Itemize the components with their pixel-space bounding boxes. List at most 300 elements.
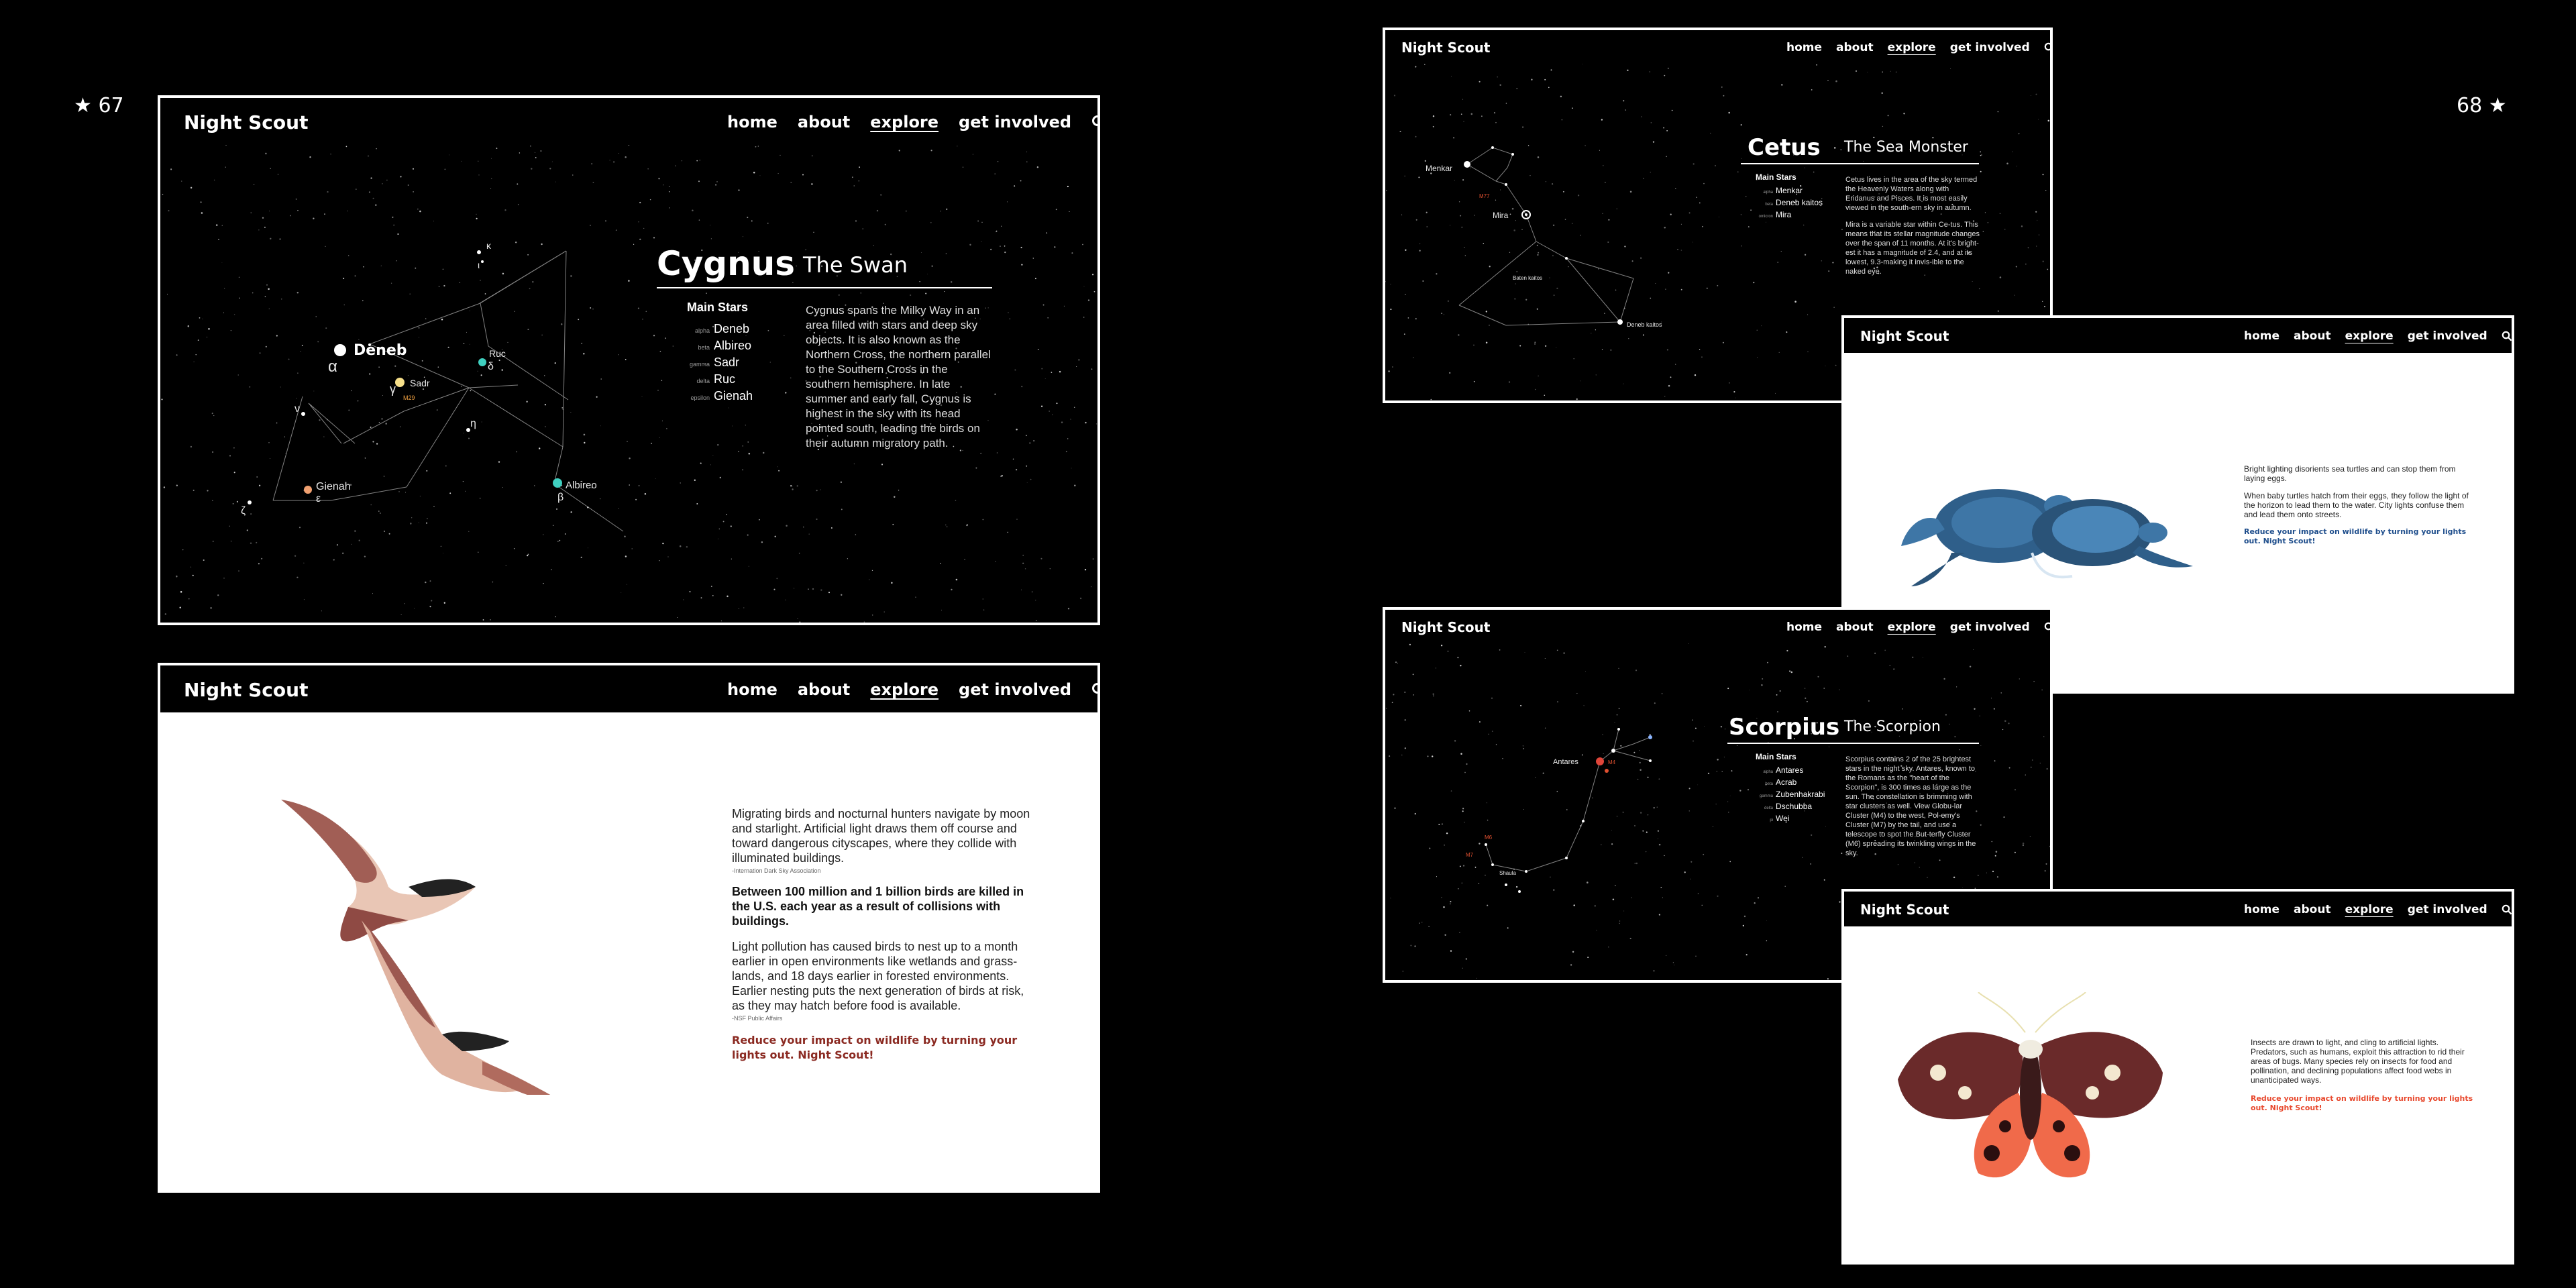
nav-explore[interactable]: explore [2345, 329, 2394, 343]
background-star [1020, 180, 1022, 182]
nav-get-involved[interactable]: get involved [959, 680, 1072, 699]
label-eta: η [470, 418, 476, 429]
background-star [445, 169, 446, 170]
background-star [1525, 299, 1527, 301]
background-star [1717, 285, 1718, 286]
background-star [2021, 225, 2023, 227]
background-star [1587, 881, 1589, 883]
background-star [683, 599, 684, 600]
background-star [1553, 225, 1554, 226]
background-star [689, 591, 690, 592]
background-star [1460, 865, 1461, 867]
background-star [238, 570, 239, 572]
background-star [1076, 366, 1077, 367]
background-star [2015, 789, 2016, 790]
background-star [354, 531, 356, 532]
background-star [1004, 246, 1006, 247]
moth-text [2251, 1038, 2475, 1113]
background-star [600, 378, 602, 380]
background-star [1545, 345, 1546, 347]
background-star [583, 353, 585, 355]
background-star [1639, 750, 1640, 751]
background-star [1394, 95, 1395, 96]
background-star [1727, 688, 1729, 689]
background-star [1794, 301, 1796, 303]
background-star [669, 191, 670, 193]
background-star [1415, 136, 1417, 138]
background-star [1757, 330, 1758, 331]
background-star [392, 217, 394, 218]
background-star [1481, 115, 1483, 117]
birds-paragraph-2: Light pollution has caused birds to nest up to a month earlier in open environments like wetlands and grass-lands, and 18 days earlier in forested environments. Earlier nesting puts the next generation of birds at risk, as they may hatch before food is available. [732, 940, 1024, 1012]
night-scout-logo[interactable]: Night Scout [1860, 328, 1949, 344]
background-star [1538, 156, 1540, 158]
background-star [1021, 264, 1022, 265]
background-star [881, 464, 883, 465]
background-star [981, 222, 982, 223]
nav-get-involved[interactable]: get involved [959, 113, 1072, 131]
background-star [504, 209, 506, 211]
background-star [858, 180, 859, 182]
background-star [1453, 138, 1454, 139]
nav-home[interactable]: home [727, 680, 777, 699]
nav-links [727, 113, 1100, 131]
background-star [1704, 726, 1705, 727]
nav-links [2244, 329, 2512, 343]
nav-home[interactable]: home [2244, 903, 2280, 916]
background-star [259, 485, 260, 486]
background-star [2043, 261, 2044, 262]
background-star [362, 300, 364, 301]
night-scout-logo[interactable]: Night Scout [1860, 902, 1949, 918]
background-star [1390, 309, 1391, 310]
background-star [808, 533, 810, 535]
background-star [1998, 311, 1999, 312]
background-star [1582, 754, 1583, 755]
background-star [1640, 762, 1641, 763]
background-star [820, 489, 821, 490]
background-star [1789, 670, 1790, 672]
label-m4: M4 [1608, 759, 1616, 765]
background-star [1659, 844, 1661, 846]
search-icon[interactable] [2044, 622, 2053, 633]
background-star [1392, 702, 1393, 703]
background-star [2001, 692, 2002, 693]
background-star [1085, 422, 1086, 423]
background-star [296, 199, 297, 200]
background-star [1531, 78, 1532, 80]
background-star [686, 546, 688, 547]
background-star [384, 531, 385, 532]
background-star [1537, 245, 1538, 246]
nav-explore[interactable]: explore [870, 113, 939, 131]
background-star [491, 178, 492, 179]
cetus-paragraph-2: Mira is a variable star within Ce-tus. This means that its stellar magnitude changes over the span of 11 months. At it's bright-est it has a magnitude of 2.4, and at its lowest, 9.3-making it invis-ible to the naked eye. [1845, 221, 1980, 276]
background-star [759, 519, 760, 521]
moth-paragraph-1: Insects are drawn to light, and cling to artificial lights. Predators, such as humans, exploit this attraction to rid their areas of bugs. Many species rely on insects for food and pollination, and declining populations affect food webs in unanticipated ways. [2251, 1038, 2465, 1085]
background-star [501, 369, 502, 370]
background-star [605, 220, 606, 221]
background-star [1753, 282, 1754, 283]
background-star [899, 150, 900, 151]
background-star [1449, 372, 1450, 374]
background-star [584, 434, 586, 436]
label-m77: M77 [1479, 193, 1490, 199]
background-star [1465, 255, 1466, 256]
background-star [413, 168, 414, 170]
background-star [1450, 904, 1451, 905]
background-star [1649, 71, 1650, 72]
search-icon[interactable] [2044, 42, 2053, 53]
background-star [1441, 313, 1442, 314]
background-star [1777, 711, 1778, 712]
background-star [404, 603, 405, 604]
background-star [1614, 722, 1615, 723]
background-star [1733, 391, 1735, 392]
top-nav [1385, 30, 2050, 64]
background-star [1001, 226, 1002, 227]
background-star [437, 409, 438, 411]
background-star [969, 244, 971, 246]
night-scout-logo[interactable]: Night Scout [184, 111, 309, 133]
background-star [266, 346, 267, 347]
background-star [694, 480, 696, 481]
background-star [1627, 70, 1628, 71]
background-star [1473, 345, 1474, 346]
background-star [963, 166, 964, 168]
background-star [212, 451, 213, 453]
background-star [1464, 772, 1466, 773]
background-star [1416, 219, 1417, 221]
night-scout-logo[interactable]: Night Scout [1401, 40, 1491, 56]
background-star [1766, 920, 1767, 921]
background-star [738, 189, 739, 191]
background-star [1811, 835, 1812, 836]
background-star [1404, 333, 1405, 335]
background-star [1083, 317, 1085, 318]
background-star [1613, 899, 1615, 901]
background-star [732, 426, 733, 427]
top-nav [1844, 892, 2512, 926]
background-star [1623, 911, 1624, 912]
background-star [343, 278, 344, 279]
background-star [161, 398, 162, 400]
background-star [398, 491, 400, 492]
nav-about[interactable]: about [797, 680, 851, 699]
background-star [1499, 649, 1501, 651]
background-star [1697, 784, 1698, 785]
background-star [629, 484, 630, 486]
background-star [2043, 174, 2044, 175]
background-star [1495, 122, 1497, 123]
top-nav [160, 665, 1097, 712]
background-star [2003, 816, 2004, 818]
background-star [464, 343, 465, 345]
background-star [1573, 904, 1574, 906]
background-star [1970, 665, 1971, 667]
background-star [1664, 227, 1666, 229]
nav-explore[interactable]: explore [1887, 41, 1936, 54]
background-star [1557, 701, 1558, 702]
background-star [297, 210, 298, 211]
nav-get-involved[interactable]: get involved [1949, 41, 2030, 54]
background-star [1882, 72, 1883, 73]
background-star [1499, 85, 1501, 87]
nav-about[interactable]: about [797, 113, 851, 131]
bird-bottom [362, 920, 563, 1095]
background-star [642, 319, 643, 320]
night-scout-logo[interactable]: Night Scout [1401, 619, 1491, 635]
background-star [1538, 252, 1539, 254]
background-star [191, 187, 192, 189]
nav-home[interactable]: home [1786, 621, 1823, 634]
background-star [408, 375, 409, 376]
background-star [1442, 823, 1443, 824]
birds-source-2: -NSF Public Affairs [732, 1015, 783, 1022]
background-star [1723, 342, 1724, 343]
background-star [812, 156, 813, 157]
background-star [635, 499, 637, 500]
background-star [1681, 289, 1682, 290]
search-icon[interactable] [1091, 682, 1100, 697]
background-star [211, 607, 212, 608]
background-star [527, 329, 529, 330]
background-star [544, 375, 545, 376]
background-star [1607, 241, 1609, 243]
background-star [596, 396, 597, 398]
background-star [549, 168, 551, 169]
background-star [653, 335, 655, 336]
background-star [1841, 853, 1842, 854]
nav-about[interactable]: about [1836, 621, 1874, 634]
nav-links [1786, 621, 2053, 634]
nav-get-involved[interactable]: get involved [1949, 621, 2030, 634]
birds-source-1: -Internation Dark Sky Association [732, 867, 821, 874]
background-star [1699, 203, 1701, 204]
background-star [265, 153, 267, 155]
background-star [1093, 558, 1094, 559]
background-star [1404, 692, 1405, 693]
background-star [229, 455, 231, 457]
background-star [422, 360, 423, 362]
background-star [1583, 705, 1584, 706]
background-star [2004, 720, 2006, 722]
background-star [1513, 229, 1515, 231]
background-star [1835, 365, 1837, 366]
background-star [977, 221, 979, 222]
background-star [655, 478, 656, 479]
background-star [288, 359, 289, 360]
background-star [1646, 832, 1648, 833]
background-star [441, 319, 443, 321]
nav-about[interactable]: about [2294, 329, 2331, 343]
constellation-subtitle: The Scorpion [1844, 718, 1941, 735]
background-star [225, 167, 226, 168]
background-star [645, 311, 647, 312]
background-star [270, 168, 271, 169]
background-star [1672, 110, 1673, 111]
nav-home[interactable]: home [1786, 41, 1823, 54]
background-star [1728, 112, 1730, 114]
background-star [1425, 160, 1426, 162]
background-star [1014, 370, 1016, 371]
search-icon[interactable] [2502, 331, 2512, 341]
background-star [1443, 906, 1444, 908]
night-scout-logo[interactable]: Night Scout [184, 679, 309, 701]
background-star [1673, 962, 1674, 963]
background-star [385, 423, 387, 425]
background-star [1557, 791, 1558, 792]
background-star [628, 145, 629, 146]
background-star [590, 307, 591, 309]
background-star [975, 468, 977, 469]
background-star [290, 215, 291, 217]
background-star [1603, 165, 1604, 166]
background-star [1758, 897, 1759, 898]
background-star [944, 291, 945, 292]
background-star [951, 589, 952, 590]
background-star [584, 442, 585, 443]
background-star [1071, 252, 1073, 254]
background-star [1689, 788, 1690, 789]
background-star [1074, 484, 1076, 486]
background-star [1516, 886, 1517, 888]
background-star [1779, 352, 1780, 353]
background-star [1899, 736, 1900, 737]
background-star [1014, 185, 1015, 186]
background-star [1998, 111, 1999, 113]
nav-about[interactable]: about [2294, 903, 2331, 916]
background-star [710, 464, 711, 465]
background-star [1980, 824, 1982, 826]
background-star [1675, 188, 1676, 189]
background-star [1840, 149, 1841, 150]
background-star [168, 210, 169, 211]
background-star [498, 461, 500, 462]
nav-about[interactable]: about [1836, 41, 1874, 54]
background-star [1816, 64, 1817, 66]
search-icon[interactable] [1091, 115, 1100, 129]
background-star [1978, 875, 1979, 876]
background-star [1995, 855, 1996, 857]
background-star [1608, 219, 1609, 221]
background-star [854, 185, 855, 186]
background-star [1912, 657, 1913, 658]
background-star [747, 535, 749, 536]
background-star [1746, 954, 1748, 955]
search-icon[interactable] [2502, 904, 2512, 915]
background-star [1502, 758, 1503, 759]
background-star [581, 557, 582, 558]
background-star [2030, 836, 2031, 837]
background-star [561, 407, 563, 409]
constellation-description [1845, 175, 1980, 284]
background-star [369, 373, 370, 374]
background-star [438, 366, 439, 368]
background-star [234, 472, 235, 473]
background-star [1601, 119, 1603, 120]
turtle-right [2032, 499, 2193, 577]
background-star [1980, 152, 1981, 153]
nav-explore[interactable]: explore [870, 680, 939, 699]
background-star [1562, 119, 1563, 121]
background-star [995, 173, 996, 174]
background-star [1082, 244, 1083, 246]
background-star [262, 217, 264, 219]
background-star [2002, 729, 2003, 730]
background-star [1068, 608, 1069, 609]
background-star [2018, 133, 2019, 134]
background-star [1450, 901, 1451, 902]
background-star [1457, 657, 1458, 658]
background-star [176, 354, 178, 356]
background-star [1668, 385, 1670, 387]
label-m7: M7 [1466, 852, 1474, 858]
background-star [1834, 147, 1836, 149]
label-m29: M29 [403, 394, 415, 401]
background-star [364, 555, 366, 557]
background-star [2006, 163, 2008, 165]
nav-home[interactable]: home [2244, 329, 2280, 343]
background-star [445, 466, 447, 467]
background-star [872, 614, 873, 616]
background-star [430, 580, 431, 582]
background-star [411, 517, 412, 518]
background-star [426, 523, 427, 524]
background-star [753, 172, 755, 174]
background-star [1413, 674, 1414, 675]
background-star [1429, 847, 1430, 849]
background-star [170, 168, 172, 170]
label-antares: Antares [1553, 758, 1578, 766]
background-star [1054, 246, 1055, 248]
background-star [1943, 678, 1945, 680]
background-star [410, 523, 412, 525]
background-star [990, 249, 991, 250]
main-stars-heading: Main Stars [1756, 752, 1796, 761]
background-star [1611, 843, 1613, 845]
background-star [1832, 262, 1833, 264]
background-star [1428, 926, 1429, 927]
background-star [250, 212, 252, 213]
background-star [742, 445, 743, 446]
nav-explore[interactable]: explore [1887, 621, 1936, 634]
background-star [1791, 672, 1793, 674]
background-star [1080, 598, 1081, 599]
background-star [297, 372, 298, 373]
nav-get-involved[interactable]: get involved [2407, 903, 2487, 916]
background-star [1651, 122, 1652, 123]
background-star [828, 592, 830, 593]
background-star [1950, 68, 1951, 69]
background-star [799, 621, 800, 623]
background-star [666, 428, 667, 429]
star-icon: ★ [74, 94, 92, 117]
background-star [1748, 226, 1750, 227]
background-star [1585, 671, 1586, 672]
background-star [425, 582, 426, 583]
nav-explore[interactable]: explore [2345, 903, 2394, 916]
nav-get-involved[interactable]: get involved [2407, 329, 2487, 343]
background-star [1805, 254, 1806, 256]
nav-home[interactable]: home [727, 113, 777, 131]
background-star [680, 545, 682, 547]
background-star [761, 541, 763, 543]
background-star [1781, 84, 1782, 85]
background-star [1537, 254, 1539, 256]
background-star [1479, 843, 1480, 844]
background-star [1385, 281, 1386, 282]
